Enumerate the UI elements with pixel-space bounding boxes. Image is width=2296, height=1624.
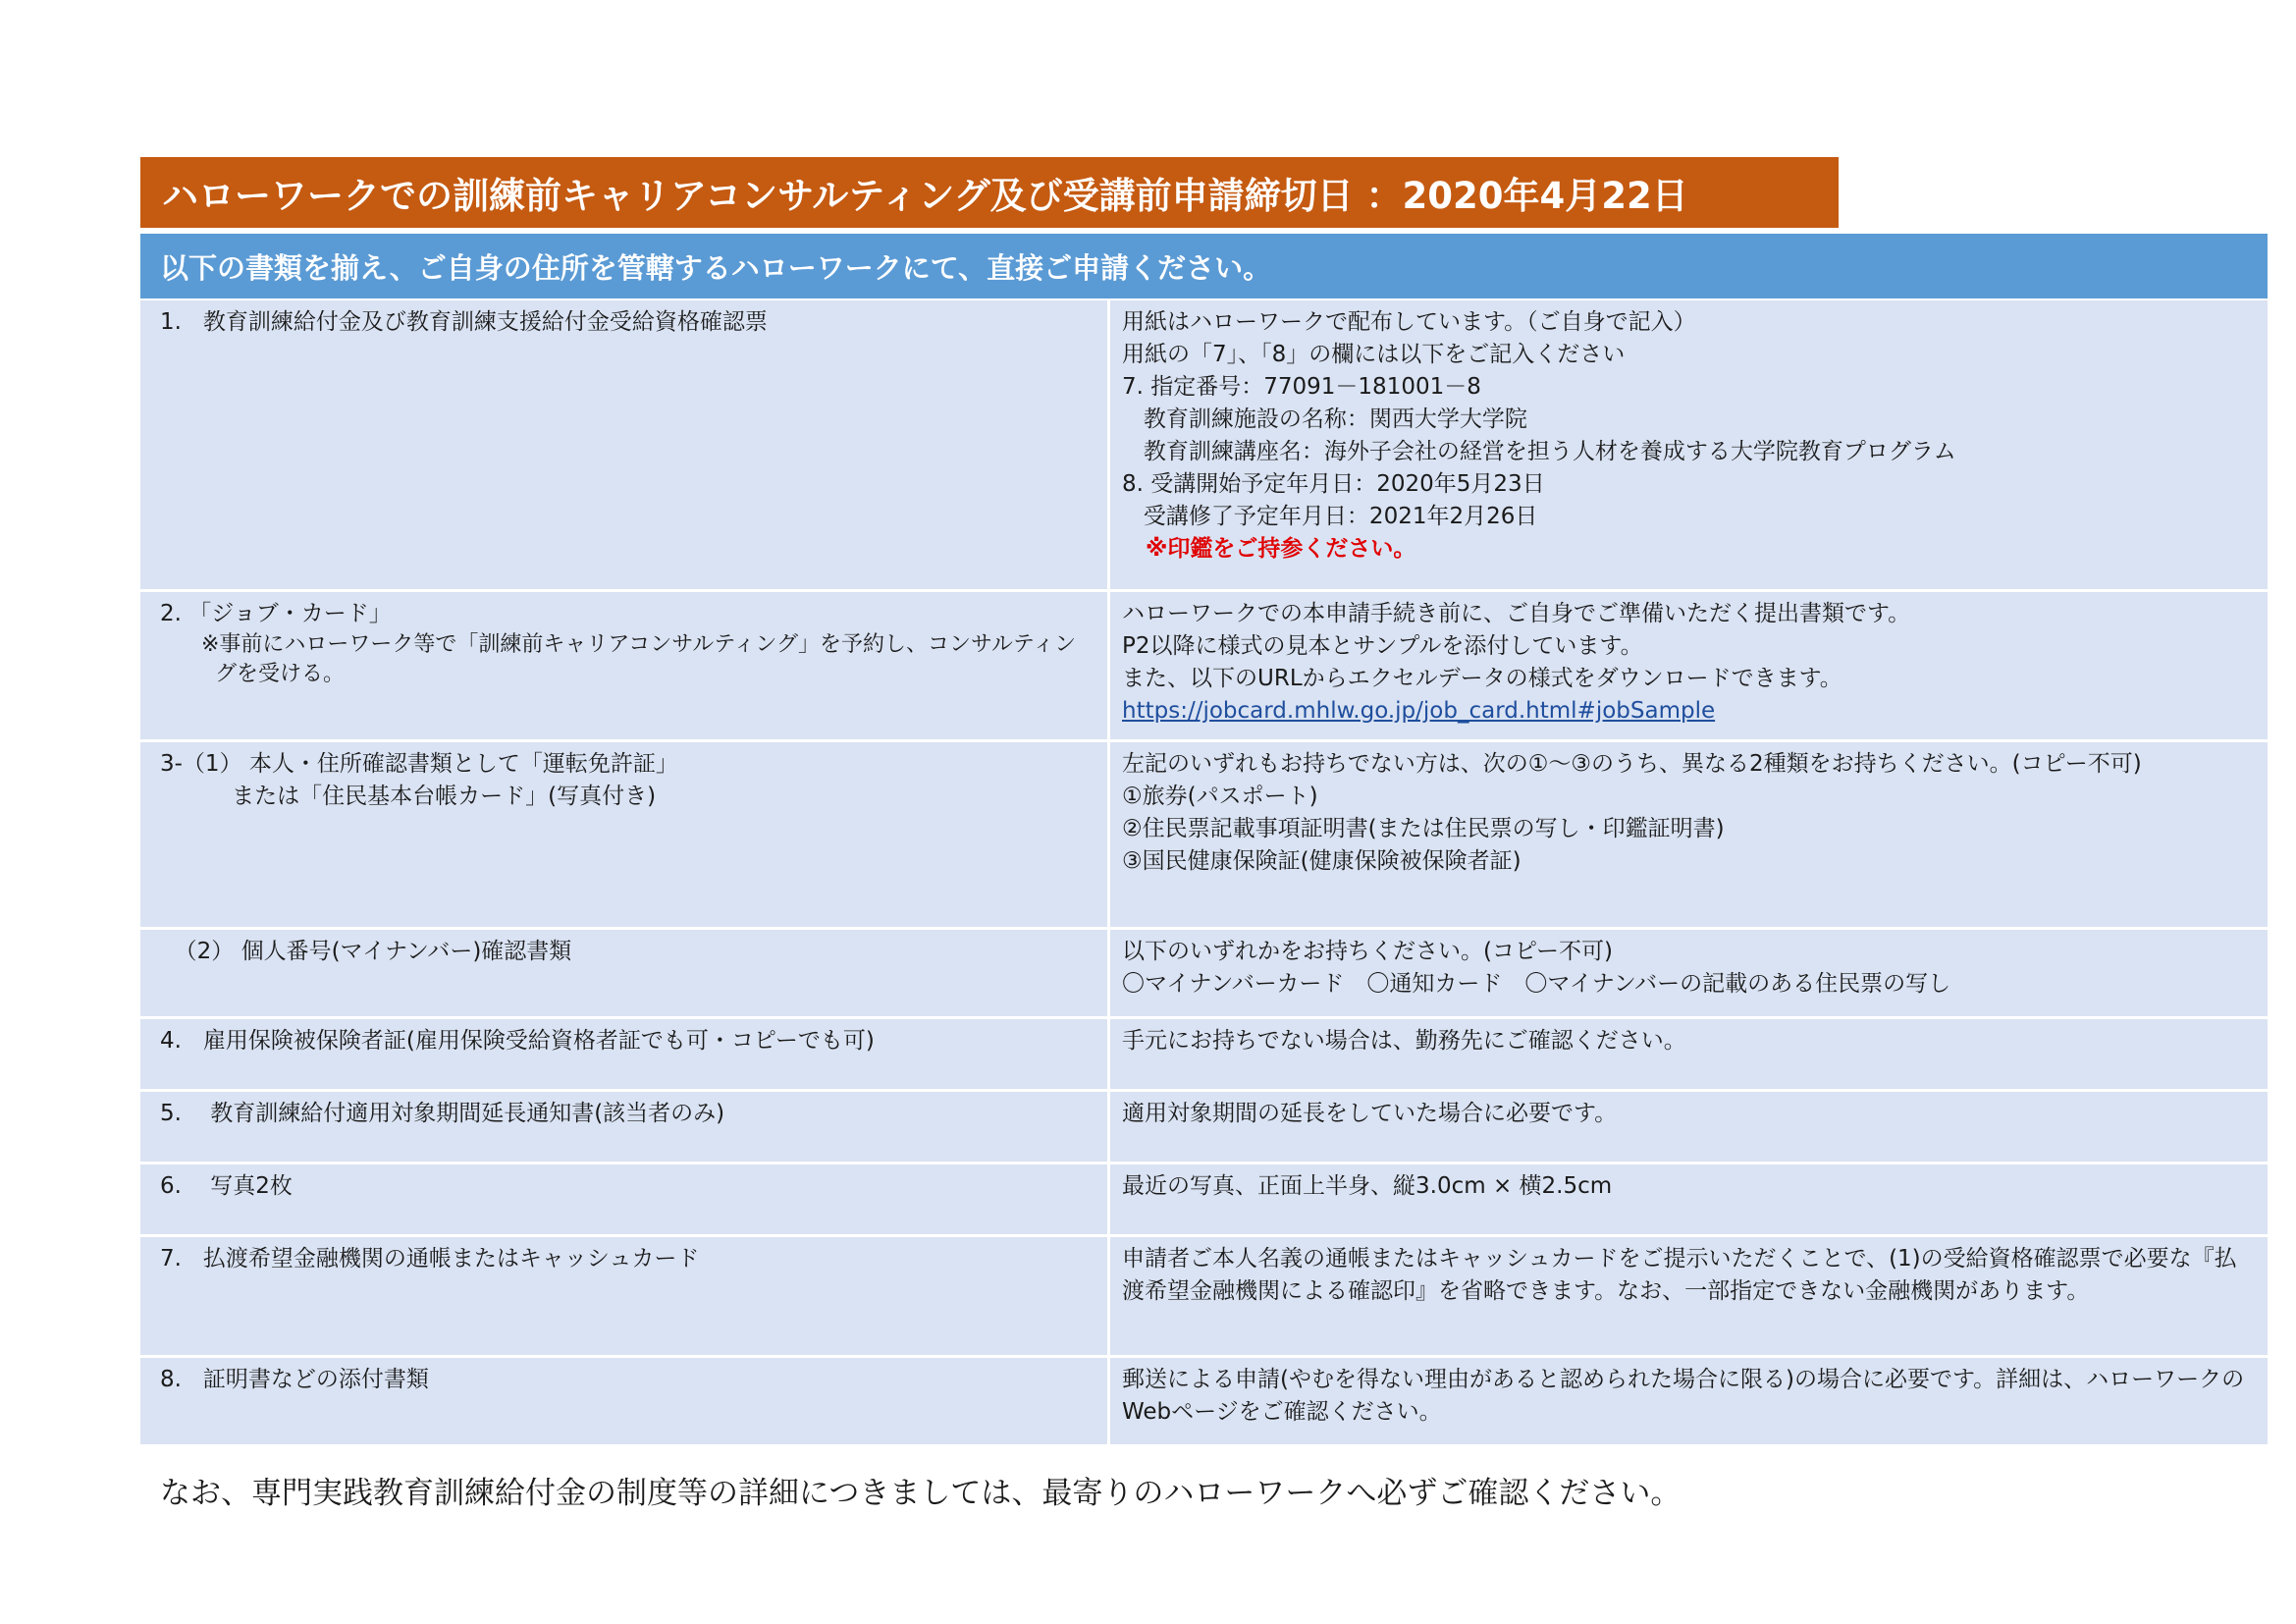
doc-detail-2	[1110, 592, 2268, 739]
doc-item-label: 5. 教育訓練給付適用対象期間延長通知書(該当者のみ)	[160, 1101, 725, 1126]
doc-item-label: 1. 教育訓練給付金及び教育訓練支援給付金受給資格確認票	[160, 309, 768, 335]
doc-detail-6	[1110, 1164, 2268, 1234]
detail-line: 最近の写真、正面上半身、縦3.0cm × 横2.5cm	[1122, 1173, 1613, 1199]
doc-item-label: 2. 「ジョブ・カード」	[160, 601, 392, 626]
doc-item-4	[140, 1019, 1110, 1089]
doc-item-label: 4. 雇用保険被保険者証(雇用保険受給資格者証でも可・コピーでも可)	[160, 1028, 875, 1054]
doc-item-7	[140, 1237, 1110, 1355]
doc-item-5	[140, 1092, 1110, 1162]
doc-item-1	[140, 300, 1110, 589]
doc-item-label: 6. 写真2枚	[160, 1173, 293, 1199]
doc-item-label: （2） 個人番号(マイナンバー)確認書類	[160, 939, 572, 964]
doc-detail-3-2	[1110, 930, 2268, 1016]
doc-detail-3-1	[1110, 742, 2268, 927]
detail-line: 8. 受講開始予定年月日：2020年5月23日	[1122, 471, 1545, 497]
detail-line: ③国民健康保険証(健康保険被保険者証)	[1122, 848, 1522, 874]
detail-line: 以下のいずれかをお持ちください。(コピー不可)	[1122, 939, 1614, 964]
detail-line: ②住民票記載事項証明書(または住民票の写し・印鑑証明書)	[1122, 816, 1725, 841]
detail-line: 受講修了予定年月日：2021年2月26日	[1122, 504, 1538, 529]
doc-item-label: 8. 証明書などの添付書類	[160, 1367, 429, 1392]
jobcard-download-link[interactable]: https://jobcard.mhlw.go.jp/job_card.html#jobSample	[1122, 698, 1716, 724]
detail-line: また、以下のURLからエクセルデータの様式をダウンロードできます。	[1122, 666, 1842, 691]
doc-item-label: または「住民基本台帳カード」(写真付き)	[160, 784, 657, 809]
detail-line: 用紙の「7」、「8」の欄には以下をご記入ください	[1122, 342, 1626, 367]
doc-detail-5	[1110, 1092, 2268, 1162]
detail-line: 申請者ご本人名義の通帳またはキャッシュカードをご提示いただくことで、(1)の受給資格確認票で必要な『払渡希望金融機関による確認印』を省略できます。なお、一部指定できない金融機関があります。	[1122, 1246, 2237, 1304]
detail-line: 左記のいずれもお持ちでない方は、次の①～③のうち、異なる2種類をお持ちください。(コピー不可)	[1122, 751, 2142, 777]
doc-item-label: 3-（1） 本人・住所確認書類として「運転免許証」	[160, 751, 678, 777]
instruction-banner: 以下の書類を揃え、ご自身の住所を管轄するハローワークにて、直接ご申請ください。	[140, 234, 2268, 298]
deadline-title: ハローワークでの訓練前キャリアコンサルティング及び受講前申請締切日 ：2020年4月22日	[140, 157, 1839, 228]
doc-item-note: ※事前にハローワーク等で「訓練前キャリアコンサルティング」を予約し、コンサルティン	[160, 632, 1077, 657]
required-documents-table	[140, 300, 2268, 1444]
doc-detail-4	[1110, 1019, 2268, 1089]
detail-line: ハローワークでの本申請手続き前に、ご自身でご準備いただく提出書類です。	[1122, 601, 1911, 626]
detail-line: 適用対象期間の延長をしていた場合に必要です。	[1122, 1101, 1618, 1126]
detail-line: 手元にお持ちでない場合は、勤務先にご確認ください。	[1122, 1028, 1686, 1054]
doc-item-note: グを受ける。	[160, 662, 345, 686]
detail-line: 〇マイナンバーカード 〇通知カード 〇マイナンバーの記載のある住民票の写し	[1122, 971, 1951, 997]
detail-line: 教育訓練施設の名称：関西大学大学院	[1122, 406, 1527, 432]
doc-item-3-1	[140, 742, 1110, 927]
detail-line: P2以降に様式の見本とサンプルを添付しています。	[1122, 633, 1643, 659]
doc-detail-8	[1110, 1358, 2268, 1444]
doc-detail-1	[1110, 300, 2268, 589]
doc-item-label: 7. 払渡希望金融機関の通帳またはキャッシュカード	[160, 1246, 700, 1272]
footer-note: なお、専門実践教育訓練給付金の制度等の詳細につきましては、最寄りのハローワークへ必ずご確認ください。	[160, 1476, 1682, 1511]
detail-line: ①旅券(パスポート)	[1122, 784, 1318, 809]
doc-item-6	[140, 1164, 1110, 1234]
doc-detail-7	[1110, 1237, 2268, 1355]
doc-item-3-2	[140, 930, 1110, 1016]
detail-line: 郵送による申請(やむを得ない理由があると認められた場合に限る)の場合に必要です。詳細は、ハローワークのWebページをご確認ください。	[1122, 1367, 2245, 1425]
seal-reminder: ※印鑑をご持参ください。	[1122, 536, 1416, 562]
detail-line: 用紙はハローワークで配布しています。（ご自身で記入）	[1122, 309, 1696, 335]
doc-item-8	[140, 1358, 1110, 1444]
doc-item-2	[140, 592, 1110, 739]
detail-line: 7. 指定番号：77091－181001－8	[1122, 374, 1481, 400]
detail-line: 教育訓練講座名：海外子会社の経営を担う人材を養成する大学院教育プログラム	[1122, 439, 1956, 464]
